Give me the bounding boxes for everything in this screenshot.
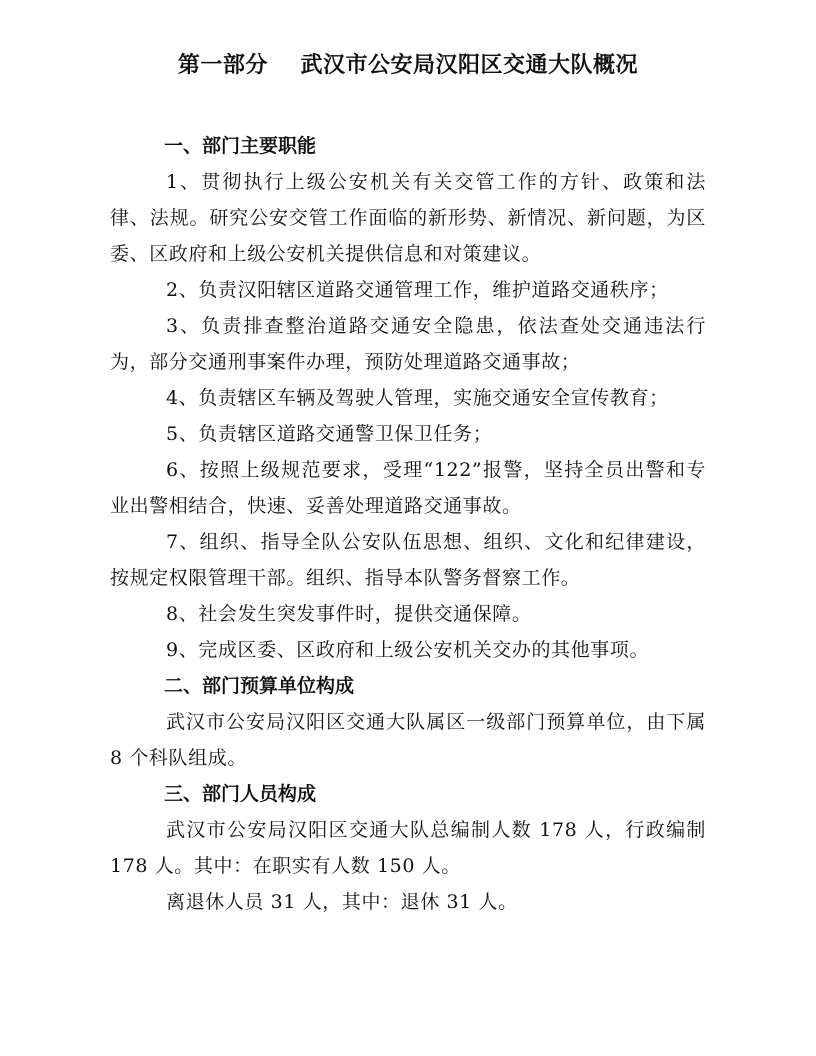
section-heading: 一、部门主要职能 bbox=[164, 135, 317, 157]
paragraph: 4、负责辖区车辆及驾驶人管理，实施交通安全宣传教育； bbox=[166, 387, 669, 409]
paragraph: 8、社会发生突发事件时，提供交通保障。 bbox=[166, 603, 532, 625]
paragraph: 武汉市公安局汉阳区交通大队总编制人数 178 人，行政编制 178 人。其中：在职实有人数 150 人。 bbox=[110, 819, 706, 877]
paragraph: 9、完成区委、区政府和上级公安机关交办的其他事项。 bbox=[166, 639, 650, 661]
page-title: 第一部分 武汉市公安局汉阳区交通大队概况 bbox=[177, 53, 639, 78]
paragraph: 2、负责汉阳辖区道路交通管理工作，维护道路交通秩序； bbox=[166, 279, 669, 301]
section-heading: 三、部门人员构成 bbox=[164, 783, 317, 805]
paragraph: 6、按照上级规范要求，受理“122”报警，坚持全员出警和专业出警相结合，快速、妥善处理道路交通事故。 bbox=[110, 459, 706, 517]
paragraph: 7、组织、指导全队公安队伍思想、组织、文化和纪律建设，按规定权限管理干部。组织、指导本队警务督察工作。 bbox=[110, 531, 706, 589]
paragraph: 离退休人员 31 人，其中：退休 31 人。 bbox=[166, 891, 518, 913]
paragraph: 武汉市公安局汉阳区交通大队属区一级部门预算单位，由下属 8 个科队组成。 bbox=[110, 711, 706, 769]
section-staffing bbox=[110, 776, 706, 920]
section-heading: 二、部门预算单位构成 bbox=[164, 675, 355, 697]
paragraph: 5、负责辖区道路交通警卫保卫任务； bbox=[166, 423, 493, 445]
paragraph: 1、贯彻执行上级公安机关有关交管工作的方针、政策和法律、法规。研究公安交管工作面临的新形势、新情况、新问题，为区委、区政府和上级公安机关提供信息和对策建议。 bbox=[110, 171, 706, 265]
section-duties bbox=[110, 128, 706, 668]
section-budget-units bbox=[110, 668, 706, 776]
paragraph: 3、负责排查整治道路交通安全隐患，依法查处交通违法行为，部分交通刑事案件办理，预防处理道路交通事故； bbox=[110, 315, 706, 373]
document-body bbox=[110, 128, 706, 920]
